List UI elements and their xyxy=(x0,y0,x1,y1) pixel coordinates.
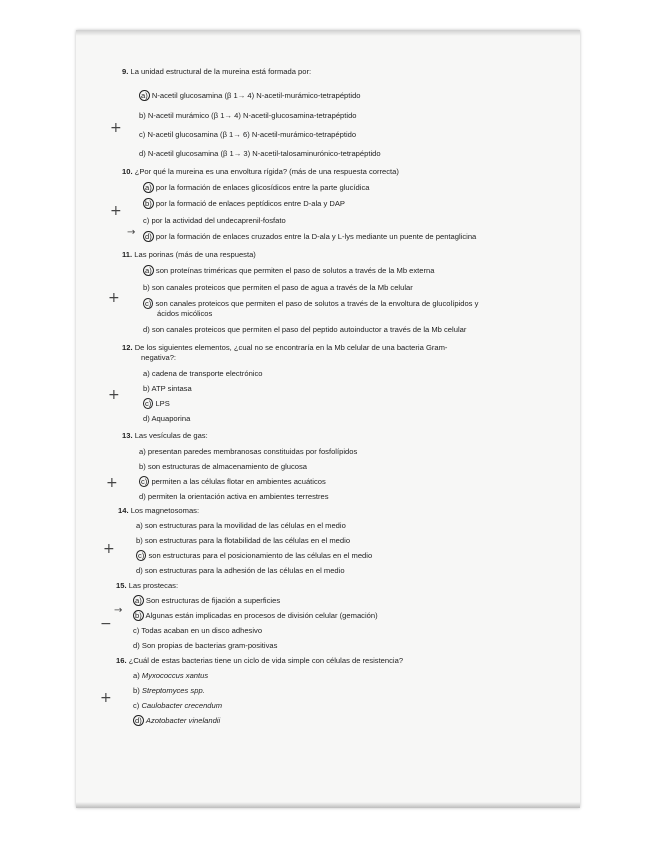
option-12b xyxy=(143,384,192,393)
option-11c-continuation xyxy=(157,309,212,318)
option-text: Son propias de bacterias gram-positivas xyxy=(141,641,278,650)
option-15b xyxy=(133,611,378,620)
option-10c xyxy=(143,216,286,225)
option-text: son estructuras de almacenamiento de glucosa xyxy=(147,462,308,471)
option-text: por la formación de enlaces glicosídicos entre la parte glucídica xyxy=(155,183,370,192)
question-number: 14. xyxy=(118,506,129,515)
option-letter-circled: b) xyxy=(145,199,152,208)
plus-mark-icon: + xyxy=(108,290,120,306)
question-text: ¿Cuál de estas bacterias tiene un ciclo de vida simple con células de resistencia? xyxy=(128,656,404,665)
option-letter: d) xyxy=(139,149,146,158)
question-number: 15. xyxy=(116,581,127,590)
option-text: por la formació de enlaces peptídicos entre D-ala y DAP xyxy=(155,199,345,208)
option-letter-circled: c) xyxy=(138,551,145,560)
option-letter: c) xyxy=(133,701,140,710)
option-9d xyxy=(139,149,381,158)
option-letter-circled: a) xyxy=(135,596,142,605)
option-15c xyxy=(133,626,262,635)
option-15a xyxy=(133,596,280,605)
option-10d xyxy=(143,232,476,241)
question-14 xyxy=(118,506,199,515)
question-number: 13. xyxy=(122,431,133,440)
plus-mark-icon: + xyxy=(106,475,118,491)
question-text: Los magnetosomas: xyxy=(130,506,200,515)
option-letter-circled: b) xyxy=(135,611,142,620)
option-text: Caulobacter crecendum xyxy=(141,701,223,710)
question-text: ¿Por qué la mureina es una envoltura rígida? (más de una respuesta correcta) xyxy=(134,167,399,176)
option-text: son canales proteicos que permiten el paso de agua a través de la Mb celular xyxy=(151,283,413,292)
arrow-mark-icon: → xyxy=(127,227,136,238)
option-letter: d) xyxy=(139,492,146,501)
option-letter: c) xyxy=(133,626,140,635)
minus-mark-icon: − xyxy=(100,616,112,632)
question-number: 9. xyxy=(122,67,129,76)
plus-mark-icon: + xyxy=(103,541,115,557)
option-text: ácidos micólicos xyxy=(157,309,213,318)
question-number: 10. xyxy=(122,167,133,176)
option-text: permiten a las células flotar en ambientes acuáticos xyxy=(151,477,326,486)
sheet-bottom-shadow xyxy=(76,802,580,808)
option-letter: b) xyxy=(136,536,143,545)
option-letter-circled: c) xyxy=(145,299,152,308)
question-number: 12. xyxy=(122,343,133,352)
plus-mark-icon: + xyxy=(108,387,120,403)
option-text: son estructuras para el posicionamiento de las células en el medio xyxy=(148,551,373,560)
question-text: La unidad estructural de la mureina está formada por: xyxy=(130,67,312,76)
option-16d xyxy=(133,716,220,725)
option-text: son estructuras para la movilidad de las células en el medio xyxy=(144,521,346,530)
option-text: presentan paredes membranosas constituidas por fosfolípidos xyxy=(147,447,358,456)
question-9 xyxy=(122,67,311,76)
question-text: Las prostecas: xyxy=(128,581,179,590)
option-letter-circled: d) xyxy=(145,232,152,241)
option-letter: d) xyxy=(136,566,143,575)
option-letter: a) xyxy=(133,671,140,680)
option-text: cadena de transporte electrónico xyxy=(151,369,263,378)
option-text: N-acetil glucosamina (β 1→ 4) N-acetil-murámico-tetrapéptido xyxy=(151,91,361,100)
option-text: son estructuras para la flotabilidad de las células en el medio xyxy=(144,536,351,545)
option-16b xyxy=(133,686,205,695)
question-text: Las porinas (más de una respuesta) xyxy=(134,250,256,259)
option-text: N-acetil glucosamina (β 1→ 3) N-acetil-talosaminurónico-tetrapéptido xyxy=(147,149,381,158)
option-letter: b) xyxy=(139,462,146,471)
option-14c xyxy=(136,551,372,560)
option-text: Algunas están implicadas en procesos de división celular (gemación) xyxy=(145,611,378,620)
option-text: N-acetil glucosamina (β 1→ 6) N-acetil-murámico-tetrapéptido xyxy=(147,130,357,139)
option-13d xyxy=(139,492,329,501)
option-letter-circled: c) xyxy=(145,399,152,408)
option-14b xyxy=(136,536,350,545)
option-11c xyxy=(143,299,478,308)
option-text: son proteínas triméricas que permiten el paso de solutos a través de la Mb externa xyxy=(155,266,435,275)
option-12d xyxy=(143,414,190,423)
option-letter-circled: a) xyxy=(145,183,152,192)
plus-mark-icon: + xyxy=(110,120,122,136)
option-10b xyxy=(143,199,345,208)
option-text: Son estructuras de fijación a superficies xyxy=(145,596,281,605)
option-letter-circled: a) xyxy=(145,266,152,275)
option-text: por la formación de enlaces cruzados entre la D-ala y L-lys mediante un puente de pentaglicina xyxy=(155,232,477,241)
option-16c xyxy=(133,701,222,710)
option-letter: a) xyxy=(143,369,150,378)
option-letter-circled: a) xyxy=(141,91,148,100)
option-letter: c) xyxy=(143,216,150,225)
option-text: Todas acaban en un disco adhesivo xyxy=(141,626,263,635)
question-10 xyxy=(122,167,399,176)
option-13a xyxy=(139,447,357,456)
option-14d xyxy=(136,566,345,575)
option-text: Myxococcus xantus xyxy=(141,671,209,680)
option-11a xyxy=(143,266,434,275)
question-text: negativa?: xyxy=(141,353,177,362)
option-letter: b) xyxy=(139,111,146,120)
option-text: son canales proteicos que permiten el paso del peptido autoinductor a través de la Mb celular xyxy=(151,325,467,334)
option-9b xyxy=(139,111,357,120)
option-14a xyxy=(136,521,346,530)
option-letter: d) xyxy=(133,641,140,650)
question-number: 11. xyxy=(122,250,133,259)
option-letter-circled: d) xyxy=(135,716,142,725)
option-letter: c) xyxy=(139,130,146,139)
arrow-mark-icon: → xyxy=(114,605,123,616)
option-text: N-acetil murámico (β 1→ 4) N-acetil-glucosamina-tetrapéptido xyxy=(147,111,357,120)
question-text: Las vesículas de gas: xyxy=(134,431,208,440)
question-11 xyxy=(122,250,256,259)
question-16 xyxy=(116,656,403,665)
sheet-top-shadow xyxy=(76,30,580,36)
question-number: 16. xyxy=(116,656,127,665)
question-text: De los siguientes elementos, ¿cual no se encontraría en la Mb celular de una bacteria Gram- xyxy=(134,343,448,352)
option-text: Streptomyces spp. xyxy=(141,686,205,695)
question-15 xyxy=(116,581,178,590)
option-text: por la actividad del undecaprenil-fosfato xyxy=(151,216,286,225)
option-10a xyxy=(143,183,369,192)
option-text: LPS xyxy=(155,399,170,408)
option-letter: d) xyxy=(143,414,150,423)
plus-mark-icon: + xyxy=(100,690,112,706)
option-letter: d) xyxy=(143,325,150,334)
plus-mark-icon: + xyxy=(110,203,122,219)
option-9a xyxy=(139,91,361,100)
option-text: Aquaporina xyxy=(151,414,191,423)
option-16a xyxy=(133,671,208,680)
option-13c xyxy=(139,477,326,486)
option-text: son estructuras para la adhesión de las células en el medio xyxy=(144,566,345,575)
option-letter: b) xyxy=(143,283,150,292)
option-text: permiten la orientación activa en ambientes terrestres xyxy=(147,492,329,501)
option-12c xyxy=(143,399,170,408)
option-letter: a) xyxy=(139,447,146,456)
option-text: son canales proteicos que permiten el paso de solutos a través de la envoltura de glucolípidos y xyxy=(155,299,479,308)
question-13 xyxy=(122,431,208,440)
option-12a xyxy=(143,369,263,378)
option-15d xyxy=(133,641,277,650)
option-11b xyxy=(143,283,413,292)
question-12 xyxy=(122,343,447,352)
option-9c xyxy=(139,130,356,139)
option-letter: a) xyxy=(136,521,143,530)
option-letter: b) xyxy=(143,384,150,393)
question-12-continuation xyxy=(141,353,176,362)
option-13b xyxy=(139,462,307,471)
option-letter: b) xyxy=(133,686,140,695)
option-text: ATP sintasa xyxy=(151,384,192,393)
option-text: Azotobacter vinelandii xyxy=(145,716,221,725)
option-letter-circled: c) xyxy=(141,477,148,486)
option-11d xyxy=(143,325,466,334)
